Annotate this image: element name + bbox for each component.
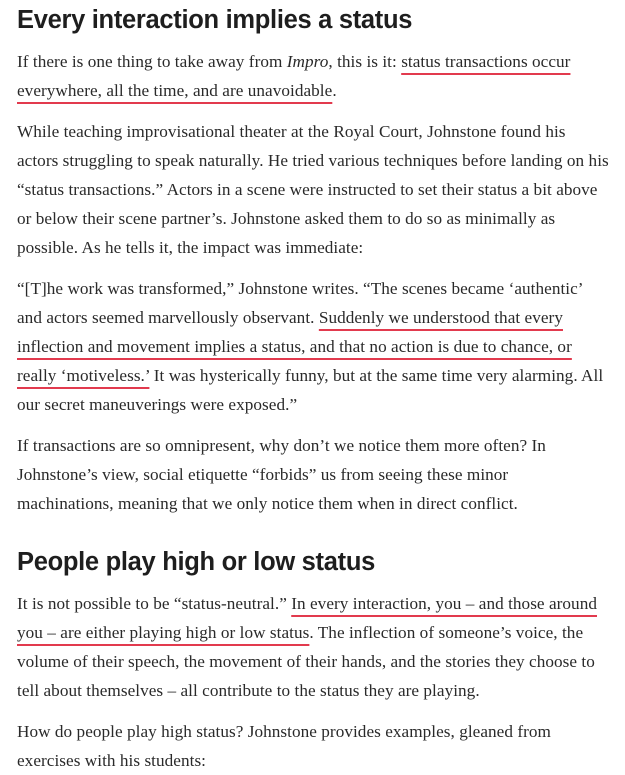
text: . The inflection of someone’s voice, the volume of their speech, the movement of their hands, and the stories they choose to tell about themselves – all contribute to the status they are playing. xyxy=(17,623,595,700)
text: . xyxy=(332,81,337,100)
paragraph-quote xyxy=(17,274,609,419)
section-heading-high-low: People play high or low status xyxy=(17,548,375,576)
book-title: Impro xyxy=(286,52,329,71)
highlight[interactable]: In every interaction, you – and those around you – are either playing high or low status xyxy=(17,594,597,642)
paragraph-omnipresent: If transactions are so omnipresent, why don’t we notice them more often? In Johnstone’s view, social etiquette “forbids” us from seeing these minor machinations, meaning that we only notice them when in direct conflict. xyxy=(17,436,546,513)
paragraph-royal-court: While teaching improvisational theater at the Royal Court, Johnstone found his actors struggling to speak naturally. He tried various techniques before landing on his “status transactions.” Actors in a scene were instructed to set their status a bit above or below their scene partner’s. Johnstone asked them to do so as minimally as possible. As he tells it, the impact was immediate: xyxy=(17,122,609,257)
highlight[interactable]: Suddenly we understood that every inflection and movement implies a status, and that no action is due to chance, or really ‘motiveless.’ xyxy=(17,308,572,385)
text: It is not possible to be “status-neutral.” xyxy=(17,594,292,613)
section-heading-status: Every interaction implies a status xyxy=(17,6,413,34)
text: If there is one thing to take away from xyxy=(17,52,287,71)
paragraph-status-neutral xyxy=(17,589,609,705)
paragraph-high-status: How do people play high status? Johnstone provides examples, gleaned from exercises with his students: xyxy=(17,722,551,770)
text: It was hysterically funny, but at the same time very alarming. All our secret maneuverings were exposed.” xyxy=(17,366,604,414)
text: “[T]he work was transformed,” Johnstone writes. “The scenes became ‘authentic’ and actors seemed marvellously observant. xyxy=(17,279,583,327)
paragraph-takeaway xyxy=(17,47,609,105)
highlight[interactable]: status transactions occur everywhere, all the time, and are unavoidable xyxy=(17,52,571,100)
text: , this is it: xyxy=(328,52,402,71)
